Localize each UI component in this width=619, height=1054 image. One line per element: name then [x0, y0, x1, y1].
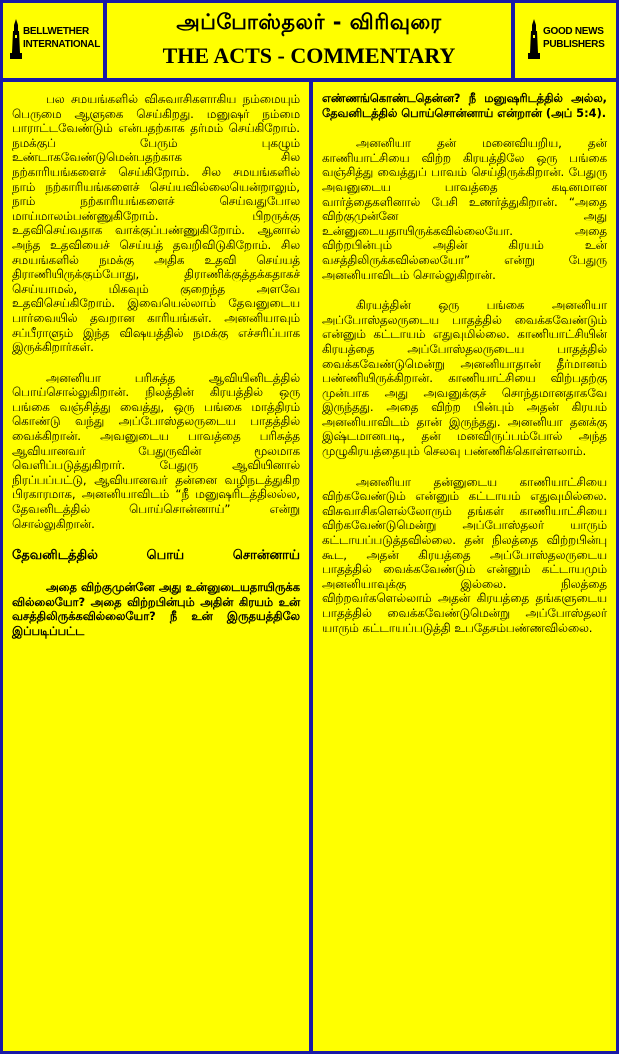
logo-left-line2: INTERNATIONAL: [23, 39, 101, 50]
right-column: [313, 82, 616, 1051]
good-news-logo: [515, 3, 616, 78]
right-paragraph-3: அனனியா தன்னுடைய காணியாட்சியை விற்கவேண்டும் என்னும் கட்டாயம் எதுவுமில்லை. விசுவாசிகளெல்லோரும் தங்கள் காணியாட்சியை விற்கவேண்டுமென்று அப்போஸ்தலர் யாரும் கட்டாயப்படுத்தவில்லை. தன் நிலத்தை விற்றபின்பு கூட, அதன் கிரயத்தை அப்போஸ்தலருடைய பாதத்தில் வைக்கவேண்டும் என்னும் கட்டாயமும் அனனியாவுக்கு இல்லை. நிலத்தை விற்றவர்களெல்லாம் அதன் கிரயத்தை தங்களுடைய பாதத்தில் வைக்கவேண்டுமென்று அப்போஸ்தலர் யாரும் கட்டாயப்படுத்தி உபதேசம்பண்ணவில்லை.: [322, 474, 607, 635]
left-paragraph-1: பல சமயங்களில் விசுவாசிகளாகிய நம்மையும் பெருமை ஆளுகை செய்கிறது. மனுஷர் நம்மை பாராட்டவேண்டும் என்பதற்காக தர்மம் செய்கிறோம். நமக்குப் பேரும் புகழும் உண்டாகவேண்டுமென்பதற்காக சில நற்காரியங்களைச் செய்கிறோம். சில சமயங்களில் நாம் நற்காரியங்களைச் செய்யவில்லையென்றாலும், நாம் நற்காரியங்களைச் செய்வதுபோல மாய்மாலம்பண்ணுகிறோம். பிறருக்கு உதவிசெய்வதாக வாக்குப்பண்ணுகிறோம். ஆனால் அந்த உதவியைச் செய்யத் தவறிவிடுகிறோம். சில சமயங்களில் நமக்கு அதிக உதவி செய்யத் திராணியிருக்கும்போது, திராணிக்குத்தக்கதாகச் செய்யாமல், மிகவும் குறைந்த அளவே உதவிசெய்கிறோம். இவையெல்லாம் தேவனுடைய பார்வையில் தவறான காரியங்கள். அனனியாவும் சப்பீராளும் இந்த விஷயத்தில் நமக்கு எச்சரிப்பாக இருக்கிறார்கள்.: [12, 92, 300, 355]
logo-right-line2: PUBLISHERS: [543, 39, 605, 50]
title-banner: [107, 3, 511, 78]
right-paragraph-1: அனனியா தன் மனைவியறிய, தன் காணியாட்சியை விற்ற கிரயத்திலே ஒரு பங்கை வஞ்சித்து வைத்துப் பாவம் செய்திருக்கிறான். பேதுரு அவனுடைய பாவத்தை கடினமான வார்த்தைகளினால் பேசி உணர்த்துகிறான். “அதை விற்குமுன்னே அது உன்னுடையதாயிருக்கவில்லையோ. அதை விற்றபின்பும் அதின் கிரயம் உன் வசத்திலிருக்கவில்லையோ” என்று பேதுரு அனனியாவிடம் சொல்லுகிறான்.: [322, 136, 607, 282]
section-heading: தேவனிடத்தில் பொய் சொன்னாய்: [12, 548, 300, 564]
left-column: [3, 82, 309, 1051]
scripture-quote-continued: எண்ணங்கொண்டதென்ன? நீ மனுஷரிடத்தில் அல்ல, தேவனிடத்தில் பொய்சொன்னாய் என்றான் (அப் 5:4).: [322, 91, 607, 120]
bellwether-logo: [3, 3, 103, 78]
tower-icon: [527, 19, 541, 59]
scripture-quote: அதை விற்குமுன்னே அது உன்னுடையதாயிருக்க வில்லையோ? அதை விற்றபின்பும் அதின் கிரயம் உன் வசத்திலிருக்கவில்லையோ? நீ உன் இருதயத்திலே இப்படிப்பட்ட: [12, 580, 300, 638]
title-english: THE ACTS - COMMENTARY: [162, 43, 456, 68]
title-tamil: அப்போஸ்தலர் - விரிவுரை: [176, 10, 442, 34]
tower-icon: [9, 19, 23, 59]
left-paragraph-2: அனனியா பரிசுத்த ஆவியினிடத்தில் பொய்சொல்லுகிறான். நிலத்தின் கிரயத்தில் ஒரு பங்கை வஞ்சித்து வைத்து, ஒரு பங்கை மாத்திரம் கொண்டு வந்து அப்போஸ்தலருடைய பாதத்தில் வைக்கிறான். அவனுடைய பாவத்தை பரிசுத்த ஆவியானவர் பேதுருவின் மூலமாக வெளிப்படுத்துகிறார். பேதுரு ஆவியினால் நிரப்பப்பட்டு, ஆவியானவர் தன்னை வழிநடத்துகிற பிரகாரமாக, அனனியாவிடம் “நீ மனுஷரிடத்திலல்ல, தேவனிடத்தில் பொய்சொன்னாய்” என்று சொல்லுகிறான்.: [12, 370, 300, 531]
right-paragraph-2: கிரயத்தின் ஒரு பங்கை அனனியா அப்போஸ்தலருடைய பாதத்தில் வைக்கவேண்டும் என்னும் கட்டாயம் எதுவுமில்லை. காணியாட்சியின் கிரயத்தை அப்போஸ்தலருடைய பாதத்தில் வைக்கவேண்டுமென்று அனனியாதான் தீர்மானம் பண்ணியிருக்கிறான். காணியாட்சியை விற்பதற்கு முன்பாக அது அவனுக்குச் சொந்தமானதாகவே இருந்தது. அதை விற்ற பின்பும் அதன் கிரயம் அனனியாவிடம் தான் இருந்தது. அனனியா தனக்கு இஷ்டமானபடி, தன் மனவிருப்பம்போல் அந்த முழுகிரயத்தையும் செலவு பண்ணிக்கொள்ளலாம்.: [322, 298, 607, 459]
logo-left-line1: BELLWETHER: [23, 26, 89, 37]
logo-right-line1: GOOD NEWS: [543, 26, 604, 37]
